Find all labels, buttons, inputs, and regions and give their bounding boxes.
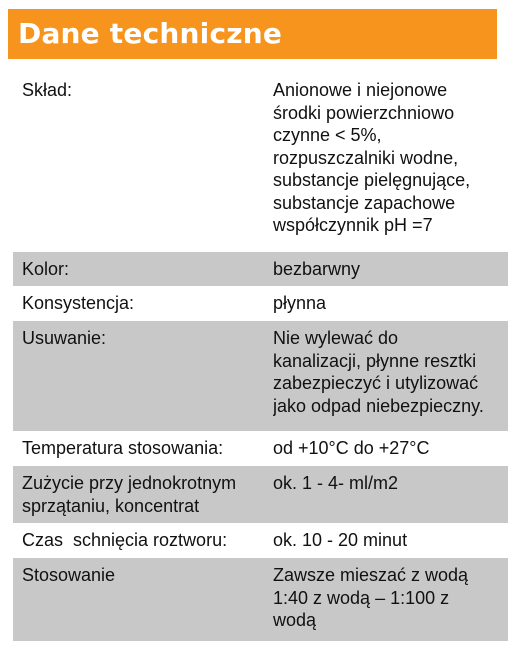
row-label: Temperatura stosowania:: [22, 438, 224, 458]
row-value: Anionowe i niejonowe środki powierzchniowo czynne < 5%, rozpuszczalniki wodne, substancje pielęgnujące, substancje zapachowe współczynnik pH =7: [273, 80, 471, 235]
table-row: [13, 431, 508, 466]
row-label: Skład:: [22, 80, 73, 100]
row-label: Czas schnięcia roztworu:: [22, 530, 228, 550]
table-row: [13, 466, 508, 523]
row-label: Stosowanie: [22, 565, 116, 585]
row-value: od +10°C do +27°C: [273, 438, 430, 458]
row-value: bezbarwny: [273, 259, 361, 279]
table-row: [13, 73, 508, 252]
row-label: Zużycie przy jednokrotnym sprzątaniu, koncentrat: [22, 473, 237, 516]
row-label: Usuwanie:: [22, 328, 107, 348]
row-label: Kolor:: [22, 259, 70, 279]
row-value: ok. 10 - 20 minut: [273, 530, 408, 550]
table-row: [13, 286, 508, 321]
section-title: Dane techniczne: [18, 17, 283, 50]
row-value: płynna: [273, 293, 327, 313]
row-value: Nie wylewać do kanalizacji, płynne resztki zabezpieczyć i utylizować jako odpad niebezpieczny.: [273, 328, 484, 416]
technical-data-table: [13, 73, 508, 641]
row-value: Zawsze mieszać z wodą 1:40 z wodą – 1:100 z wodą: [273, 565, 469, 630]
table-row: [13, 523, 508, 558]
table-row: [13, 558, 508, 641]
section-header: [8, 9, 497, 59]
row-value: ok. 1 - 4- ml/m2: [273, 473, 399, 493]
table-row: [13, 252, 508, 286]
table-row: [13, 321, 508, 431]
row-label: Konsystencja:: [22, 293, 135, 313]
